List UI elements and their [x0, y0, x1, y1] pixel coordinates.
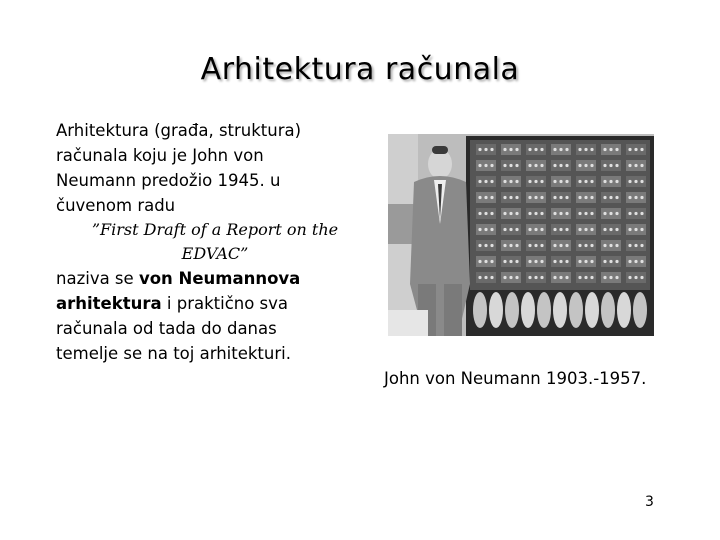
body-line	[56, 291, 356, 316]
body-line	[56, 266, 356, 291]
slide-title: Arhitektura računala	[200, 52, 520, 87]
body-line: Neumann predožio 1945. u	[56, 171, 281, 190]
body-line: čuvenom radu	[56, 196, 176, 215]
body-line: računala od tada do danas	[56, 319, 277, 338]
page-number: 3	[645, 494, 654, 510]
body-line: računala koju je John von	[56, 146, 264, 165]
bold-term: arhitektura	[56, 294, 162, 313]
bold-term: von Neumannova	[138, 269, 301, 288]
body-line: temelje se na toj arhitekturi.	[56, 344, 291, 363]
quote-line: EDVAC”	[181, 244, 249, 263]
body-text-span: i praktično sva	[161, 294, 289, 313]
body-text	[56, 118, 356, 366]
photo-portrait-with-computer	[388, 134, 654, 336]
body-line: Arhitektura (građa, struktura)	[56, 121, 302, 140]
photo-caption: John von Neumann 1903.-1957.	[384, 369, 647, 388]
body-text-span: naziva se	[56, 269, 139, 288]
quote-line: ”First Draft of a Report on the	[91, 220, 339, 239]
